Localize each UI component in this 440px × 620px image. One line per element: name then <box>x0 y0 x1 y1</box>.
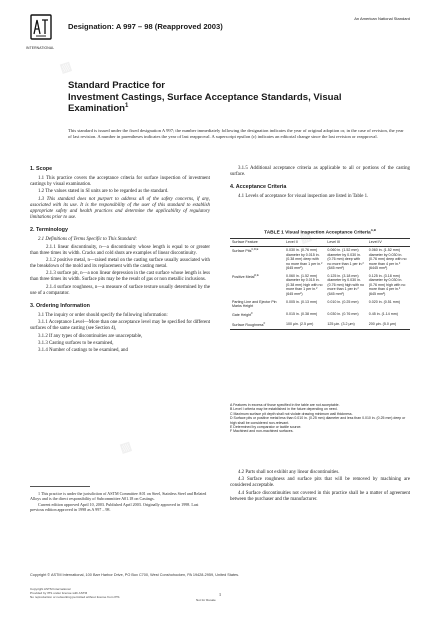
para-3-1-1: 3.1.1 Acceptance Level—More than one acceptance level may be specified for different surfaces of the same casting (see Section 4), <box>30 320 210 332</box>
table-note: D Surface pits or positive metal less than 0.010 in. (0.25 mm) diameter and less than 0.010 in. (0.25 mm) deep or high shall be considered non-relevant. <box>230 416 406 425</box>
para-2-1-2: 2.1.2 positive metal, n—raised metal on the casting surface usually associated with the breakdown of the mold and its replacement with the casting metal. <box>30 257 210 269</box>
feature-text: Surface Pits <box>232 249 252 254</box>
table-note: C Maximum surface pit depth shall not violate drawing minimum wall thickness. <box>230 411 353 416</box>
license-line: Provided by IHS under license with ASTM <box>30 590 88 595</box>
feature-sup: C,D,E <box>251 248 259 252</box>
para-4-1: 4.1 Levels of acceptance for visual inspection are listed in Table 1. <box>238 194 369 200</box>
left-column <box>30 166 210 355</box>
feature-text: Parting Line and Ejector Pin Marks Height <box>232 299 277 309</box>
title-line-3-text: Examination <box>68 103 126 114</box>
para-4-3: 4.3 Surface roughness and surface pits that will be removed by machining are considered acceptable. <box>230 477 410 489</box>
table-cell: 0.030 in. (0.76 mm) diameter by 0.015 in. (0.38 mm) deep with no more than 1 per in.² (645 mm²) <box>286 248 323 270</box>
table-title-sup: A,B <box>370 228 376 232</box>
col-header: Level IV <box>367 239 410 247</box>
feature-text: Gate Height <box>232 313 252 318</box>
para-2-1-3: 2.1.3 surface pit, n—a non linear depression in the cast surface whose length is less than three times its width. Surface pits may be the result of gas or non metallic inclusions. <box>30 271 210 283</box>
table-note: A Features in excess of those specified in the table are not acceptable. <box>230 403 340 407</box>
page-number: 1 <box>218 592 222 597</box>
acceptance-table <box>230 238 410 330</box>
license-line: No reproduction or networking permitted without license from IHS <box>30 594 120 599</box>
para-2-1-1: 2.1.1 linear discontinuity, n—a discontinuity whose length is equal to or greater than three times its width. Cracks and cold shuts are examples of linear discontinuity. <box>30 244 210 256</box>
feature-cell <box>230 298 284 311</box>
table-cell: 0.45 in. (1.14 mm) <box>368 312 398 317</box>
table-note: B Level I criteria may be established in the future depending on need. <box>230 407 338 412</box>
table-note: E Determined by comparator or tactile source. <box>230 425 302 430</box>
feature-cell <box>230 311 284 320</box>
intl-label: INTERNATIONAL <box>26 46 55 50</box>
table-cell: 0.015 in. (0.38 mm) <box>286 312 318 317</box>
para-1-2: 1.2 The values stated in SI units are to be regarded as the standard. <box>38 189 169 195</box>
title-line-2: Investment Castings, Surface Acceptance Standards, Visual <box>68 91 342 103</box>
watermark: ▨ <box>298 228 314 246</box>
feature-cell <box>230 273 284 299</box>
para-1-3: 1.3 This standard does not purport to address all of the safety concerns, if any, associated with its use. It is the responsibility of the user of this standard to establish appropriate safety and health practices and determine the applicability of regulatory limitations prior to use. <box>30 196 210 221</box>
table-title-text: TABLE 1 Visual Inspection Acceptance Criteria <box>264 230 371 236</box>
title-line-3 <box>68 103 398 115</box>
table-cell: 0.030 in. (0.76 mm) <box>327 312 359 317</box>
feature-text: Positive Metal <box>232 275 255 280</box>
table-cell: 100 μin. (2.5 μm) <box>284 320 325 330</box>
feature-sup: D,E <box>254 274 259 277</box>
title-footnote-ref: 1 <box>125 103 129 109</box>
footnote-para: 1 This practice is under the jurisdiction of ASTM Committee A01 on Steel, Stainless Steel and Related Alloys and is the direct responsibility of Subcommittee A01.18 on Castings. <box>30 491 207 501</box>
table-cell: 0.060 in. (1.52 mm) diameter by 0.030 in. (0.76 mm) deep with no more than 4 per in.² (6445 mm²) <box>368 248 407 270</box>
para-4-4: 4.4 Surface discontinuities not covered in this practice shall be a matter of agreement between the purchaser and the manufacturer. <box>230 490 410 502</box>
table-cell: 0.125 in. (3.18 mm) diameter by 0.030 in. (0.76 mm) high with no more than 1 per in.² (645 mm²) <box>327 274 364 296</box>
para-3-1-2: 3.1.2 If any types of discontinuities are unacceptable, <box>38 333 143 339</box>
feature-text: Surface Roughness <box>232 322 264 327</box>
para-3-1-4: 3.1.4 Number of castings to be examined, and <box>38 348 128 354</box>
para-3-1: 3.1 The inquiry or order should specify the following information: <box>38 312 168 318</box>
feature-cell <box>230 320 284 330</box>
table-cell: 125 μin. (3.2 μm) <box>325 320 366 330</box>
copyright-line: Copyright © ASTM International, 100 Barr Harbor Drive, PO Box C700, West Conshohocken, PA 19428-2959, United States. <box>30 573 240 577</box>
table-cell: 0.125 in. (3.18 mm) diameter by 0.030 in. (0.76 mm) high with no more than 4 per in.² (645 mm²) <box>368 274 406 296</box>
footnote <box>30 491 210 513</box>
section-acceptance-heading: 4. Acceptance Criteria <box>230 184 287 191</box>
table-title <box>230 228 410 236</box>
designation: Designation: A 997 – 98 (Reapproved 2003) <box>68 22 223 31</box>
section-terminology-heading: 2. Terminology <box>30 227 68 234</box>
para-3-1-3: 3.1.3 Casting surfaces to be examined, <box>38 340 114 346</box>
col-header: Level III <box>325 239 366 247</box>
para-3-1-5: 3.1.5 Additional acceptance criteria as applicable to all or portions of the casting surface. <box>230 166 410 178</box>
para-4-2: 4.2 Parts shall not exhibit any linear discontinuities. <box>238 470 340 475</box>
table-row <box>230 298 410 311</box>
watermark: ▨ <box>58 58 74 76</box>
table-header-row <box>230 239 410 247</box>
table-cell: 0.060 in. (1.52 mm) diameter by 0.015 in. (0.38 mm) high with no more than 1 per in.² (645 mm²) <box>286 274 323 296</box>
title-line-1: Standard Practice for <box>68 80 166 91</box>
american-national-standard: An American National Standard <box>354 16 410 21</box>
col-header: Surface Feature <box>230 239 284 247</box>
section-ordering-heading: 3. Ordering Information <box>30 302 90 309</box>
para-2-1: 2.1 Definitions of Terms Specific to This Standard: <box>38 237 138 243</box>
feature-cell <box>230 246 284 272</box>
footnote-para: Current edition approved April 10, 2003. Published April 2003. Originally approved in 1998. Last previous edition approved in 1998 as A 997 – 98. <box>30 502 199 512</box>
watermark: ▨ <box>118 438 134 456</box>
intro-note: This standard is issued under the fixed designation A 997; the number immediately following the designation indicates the year of original adoption or, in the case of revision, the year of last revision. A number in parentheses indicates the year of last reapproval. A superscript epsilon (ε) indicates an editorial change since the last revision or reapproval. <box>68 128 404 139</box>
license-line: Copyright ASTM International <box>30 587 71 591</box>
astm-logo <box>30 14 52 44</box>
table-cell: 0.010 in. (0.25 mm) <box>327 299 359 304</box>
col-header: Level II <box>284 239 325 247</box>
table-notes <box>230 403 410 434</box>
table-row <box>230 320 410 330</box>
feature-sup: F <box>263 321 266 325</box>
table-cell: 0.005 in. (0.13 mm) <box>286 299 318 304</box>
para-1-1: 1.1 This practice covers the acceptance criteria for surface inspection of investment castings by visual examination. <box>30 176 210 188</box>
table-note: F Machined and non-machined surfaces. <box>230 429 294 434</box>
table-cell: 0.060 in. (1.52 mm) diameter by 0.030 in. (0.76 mm) deep with no more than 1 per in.² (645 mm²) <box>327 248 364 270</box>
table-row <box>230 311 410 320</box>
right-column <box>230 166 410 202</box>
right-column-tail <box>230 470 410 504</box>
feature-sup: F <box>251 312 253 316</box>
document-title <box>68 80 398 115</box>
table-cell: 200 μin. (5.0 μm) <box>367 320 410 330</box>
table-row <box>230 246 410 272</box>
para-2-1-4: 2.1.4 surface roughness, n—a measure of surface texture usually determined by the use of a comparator. <box>30 284 210 296</box>
not-for-resale: Not for Resale <box>196 598 216 602</box>
table-cell: 0.020 in. (0.51 mm) <box>368 299 400 304</box>
table-row <box>230 273 410 299</box>
section-scope-heading: 1. Scope <box>30 166 53 172</box>
footnote-rule <box>30 486 90 487</box>
